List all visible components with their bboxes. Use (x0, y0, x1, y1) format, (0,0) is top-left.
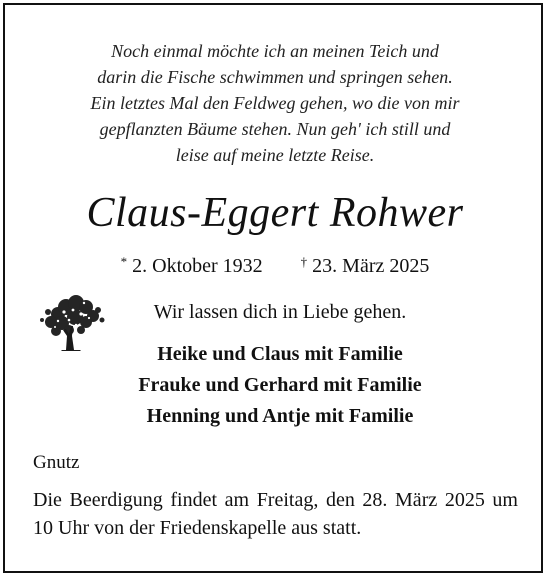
farewell-text: Wir lassen dich in Liebe gehen. (153, 301, 407, 323)
poem (20, 38, 530, 168)
place-name: Gnutz (33, 452, 80, 473)
birth-symbol: * (120, 254, 128, 269)
poem-line: darin die Fische schwimmen und springen sehen. (97, 67, 453, 87)
poem-line: gepflanzten Bäume stehen. Nun geh' ich still und (99, 119, 451, 139)
family-line: Frauke und Gerhard mit Familie (138, 374, 422, 396)
birth-date: 2. Oktober 1932 (132, 255, 263, 277)
deceased-name: Claus-Eggert Rohwer (86, 190, 464, 236)
poem-line: Ein letztes Mal den Feldweg gehen, wo die von mir (90, 93, 460, 113)
family-list (60, 339, 500, 432)
family-line: Heike und Claus mit Familie (157, 343, 403, 365)
poem-line: Noch einmal möchte ich an meinen Teich und (111, 41, 439, 61)
poem-line: leise auf meine letzte Reise. (175, 145, 375, 165)
death-date: 23. März 2025 (312, 255, 430, 277)
funeral-notice: Die Beerdigung findet am Freitag, den 28. März 2025 um 10 Uhr von der Friedenskapelle aus statt. (33, 489, 518, 539)
life-dates (0, 248, 550, 280)
family-line: Henning und Antje mit Familie (146, 405, 414, 427)
death-symbol: † (300, 254, 308, 269)
